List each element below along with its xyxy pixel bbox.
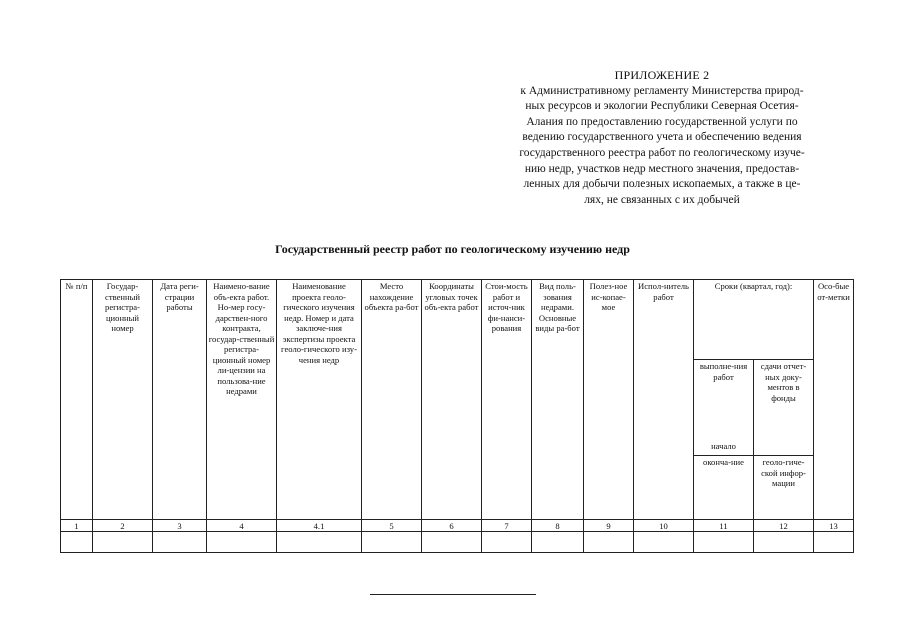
header-cell-use-type: Вид поль-зования недрами. Основные виды ра-бот [532,280,584,520]
footer-divider [370,594,536,595]
empty-cell [814,532,854,553]
header-cell-reg-number: Государ-ственный регистра-ционный номер [93,280,153,520]
appendix-title: ПРИЛОЖЕНИЕ 2 [614,68,710,82]
appendix-line: Алания по предоставлению государственной услуги по [526,115,798,128]
empty-cell [93,532,153,553]
start-label: начало [711,440,736,451]
appendix-line: к Административному регламенту Министерства природ- [520,84,804,97]
header-cell-notes: Осо-бые от-метки [814,280,854,520]
appendix-line: ведению государственного учета и обеспечению ведения [522,131,802,144]
column-number: 9 [584,520,634,532]
column-number: 5 [362,520,422,532]
appendix-line: государственного реестра работ по геологическому изуче- [519,146,805,159]
header-cell-cost: Стои-мость работ и источ-ник фи-нанси-рования [482,280,532,520]
header-cell-location: Место нахождение объекта ра-бот [362,280,422,520]
empty-cell [634,532,694,553]
column-number: 11 [694,520,754,532]
exec-works-label: выполне-ния работ [699,361,748,382]
column-number: 10 [634,520,694,532]
registry-table [60,279,854,553]
empty-cell [153,532,207,553]
empty-cell [422,532,482,553]
appendix-line: ленных для добычи полезных ископаемых, а также в це- [523,178,801,191]
document-title: Государственный реестр работ по геологическому изучению недр [275,242,630,256]
header-cell-object-name: Наимено-вание объ-екта работ. Но-мер госу-дарствен-ного контракта, государ-ственный регистра-ционный номер ли-цензии на пользова-ние недрами [207,280,277,520]
empty-cell [207,532,277,553]
empty-cell [694,532,754,553]
header-cell-geo-info: геоло-гиче-ской инфор-мации [754,456,814,520]
column-number: 3 [153,520,207,532]
column-number: 4 [207,520,277,532]
header-cell-exec-works [694,360,754,456]
column-number: 4.1 [277,520,362,532]
header-cell-num: № п/п [61,280,93,520]
column-number: 13 [814,520,854,532]
column-number: 2 [93,520,153,532]
column-number: 8 [532,520,584,532]
appendix-line: нию недр, участков недр местного значения, предостав- [524,162,800,175]
header-cell-reg-date: Дата реги-страции работы [153,280,207,520]
header-cell-terms: Сроки (квартал, год): [694,280,814,360]
empty-cell [584,532,634,553]
column-number: 1 [61,520,93,532]
empty-cell [362,532,422,553]
header-cell-end: оконча-ние [694,456,754,520]
column-number-row [61,520,854,532]
header-cell-executor: Испол-нитель работ [634,280,694,520]
header-cell-mineral: Полез-ное ис-копае-мое [584,280,634,520]
appendix-block [472,68,852,208]
appendix-line: ных ресурсов и экологии Республики Северная Осетия- [525,100,799,113]
column-number: 7 [482,520,532,532]
empty-cell [277,532,362,553]
empty-cell [61,532,93,553]
header-cell-project-name: Наименование проекта геоло-гического изучения недр. Номер и дата заключе-ния экспертизы проекта геоло-гического изу-чения недр [277,280,362,520]
empty-cell [482,532,532,553]
column-number: 12 [754,520,814,532]
header-cell-submit-docs: сдачи отчет-ных доку-ментов в фонды [754,360,814,456]
empty-cell [754,532,814,553]
table-row [61,532,854,553]
appendix-line: лях, не связанных с их добычей [584,193,740,206]
header-row [61,280,854,360]
empty-cell [532,532,584,553]
column-number: 6 [422,520,482,532]
header-cell-coordinates: Координаты угловых точек объ-екта работ [422,280,482,520]
